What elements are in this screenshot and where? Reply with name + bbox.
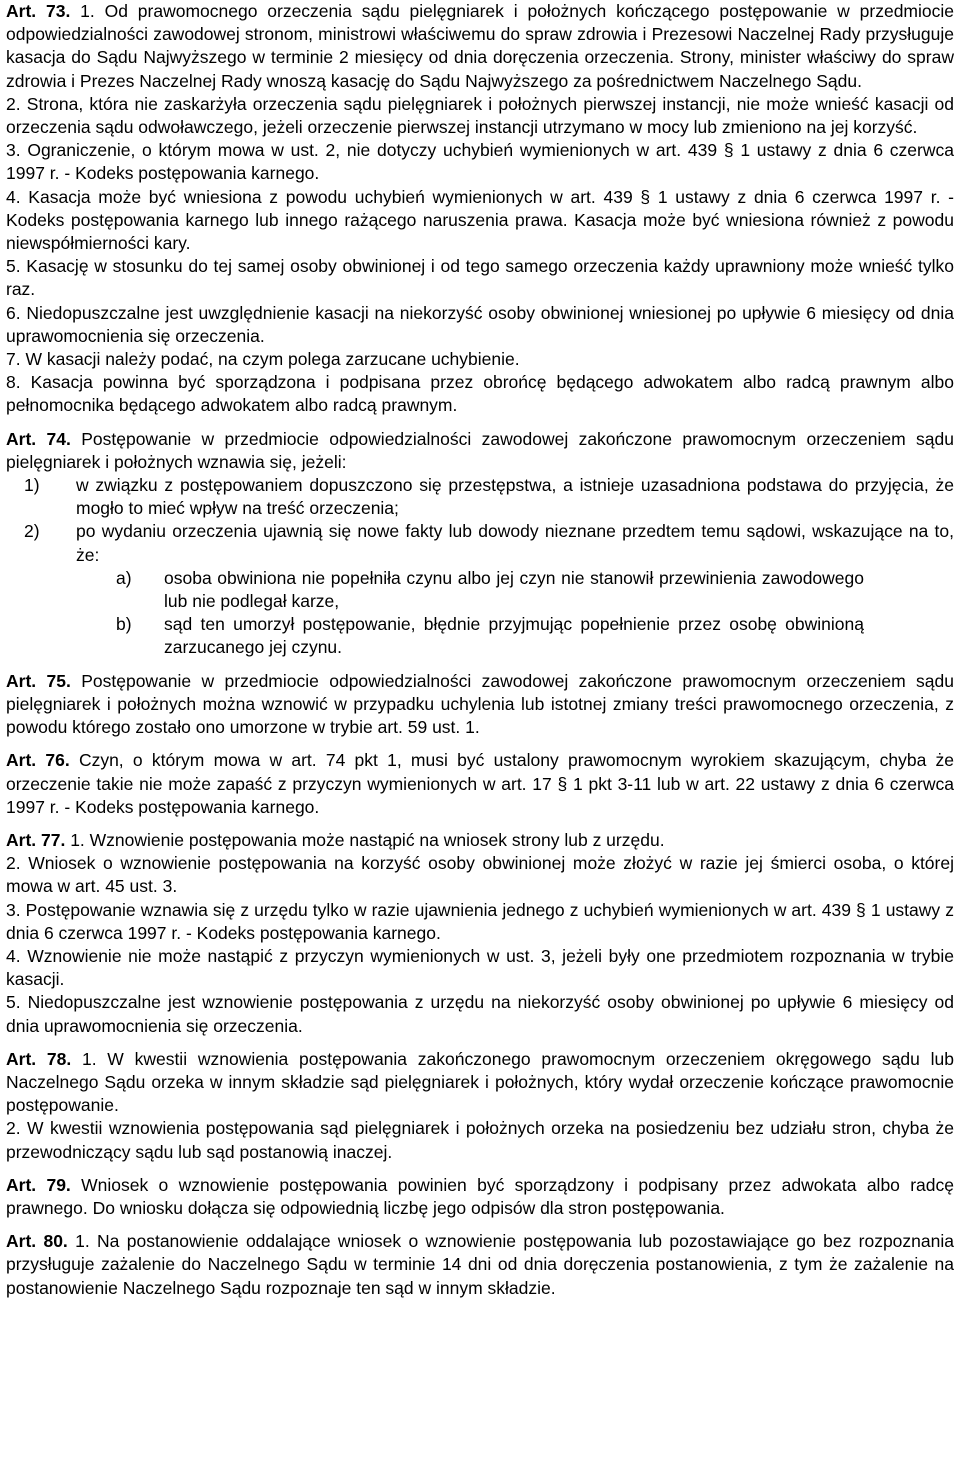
- article-80-title: Art. 80.: [6, 1231, 68, 1252]
- article-74-item-2-text: po wydaniu orzeczenia ujawnią się nowe fakty lub dowody nieznane przedtem temu sądowi, wskazujące na to, że:: [76, 521, 954, 565]
- article-74-subitem-a: [6, 567, 954, 613]
- article-77-title: Art. 77.: [6, 829, 66, 850]
- article-74-subitem-a-label: a): [116, 567, 132, 588]
- article-78-paragraph-2: 2. W kwestii wznowienia postępowania sąd pielęgniarek i położnych orzeka na posiedzeniu bez udziału stron, chyba że przewodniczący sądu lub sąd postanowią inaczej.: [6, 1118, 954, 1162]
- article-79: [6, 1174, 954, 1220]
- article-74-item-1: [6, 474, 954, 520]
- article-78-text-1: 1. W kwestii wznowienia postępowania zakończonego prawomocnym orzeczeniem okręgowego sądu lub Naczelnego Sądu orzeka w innym składzie sąd pielęgniarek i położnych, który wydał orzeczenie kończące prawomocnie postępowanie.: [6, 1048, 954, 1116]
- article-73-paragraph-5: 5. Kasację w stosunku do tej samej osoby obwinionej i od tego samego orzeczenia każdy uprawniony może wnieść tylko raz.: [6, 256, 954, 300]
- article-78-paragraph-1: [6, 1048, 954, 1118]
- article-76-text: Czyn, o którym mowa w art. 74 pkt 1, musi być ustalony prawomocnym wyrokiem skazującym, chyba że orzeczenie takie nie może zapaść z przyczyn wymienionych w art. 17 § 1 pkt 3-11 lub w art. 22 ustawy z dnia 6 czerwca 1997 r. - Kodeks postępowania karnego.: [6, 750, 955, 817]
- article-73-paragraph-8: 8. Kasacja powinna być sporządzona i podpisana przez obrońcę będącego adwokatem albo radcą prawnym albo pełnomocnika będącego adwokatem albo radcą prawnym.: [6, 372, 954, 416]
- article-79-text: Wniosek o wznowienie postępowania powinien być sporządzony i podpisany przez adwokata albo radcę prawnego. Do wniosku dołącza się odpowiednią liczbę jego odpisów dla stron postępowania.: [6, 1174, 955, 1218]
- article-79-title: Art. 79.: [6, 1174, 71, 1195]
- article-80-paragraph-1: [6, 1230, 954, 1300]
- article-74-item-2: [6, 520, 954, 566]
- article-74-item-1-text: w związku z postępowaniem dopuszczono się przestępstwa, a istnieje uzasadniona podstawa do przyjęcia, że mogło to mieć wpływ na treść orzeczenia;: [76, 475, 954, 519]
- article-80: [6, 1230, 954, 1300]
- article-74-intro: Postępowanie w przedmiocie odpowiedzialności zawodowej zakończone prawomocnym orzeczeniem sądu pielęgniarek i położnych wznawia się, jeżeli:: [6, 428, 955, 472]
- article-75: [6, 670, 954, 740]
- article-74-intro-paragraph: [6, 428, 954, 474]
- article-73-title: Art. 73.: [6, 1, 71, 21]
- article-73-paragraph-7: 7. W kasacji należy podać, na czym polega zarzucane uchybienie.: [6, 349, 520, 370]
- article-75-text: Postępowanie w przedmiocie odpowiedzialności zawodowej zakończone prawomocnym orzeczeniem sądu pielęgniarek i położnych można wznowić w przypadku uchylenia lub istotnej zmiany treści prawomocnego orzeczenia, z powodu którego zostało ono umorzone w trybie art. 59 ust. 1.: [6, 670, 955, 738]
- article-74-item-2-label: 2): [24, 521, 40, 542]
- article-80-text-1: 1. Na postanowienie oddalające wniosek o wznowienie postępowania lub pozostawiające go bez rozpoznania przysługuje zażalenie do Naczelnego Sądu w terminie 14 dni od dnia doręczenia postanowienia, z tym że zażalenie na postanowienie Naczelnego Sądu rozpoznaje ten sąd w innym składzie.: [6, 1231, 954, 1298]
- article-74-subitem-b-text: sąd ten umorzył postępowanie, błędnie przyjmując popełnienie przez osobę obwinioną zarzucanego jej czynu.: [164, 614, 864, 658]
- article-75-paragraph: [6, 670, 954, 740]
- article-77-paragraph-2: 2. Wniosek o wznowienie postępowania na korzyść osoby obwinionej może złożyć w razie jej śmierci osoba, o której mowa w art. 45 ust. 3.: [6, 853, 954, 897]
- article-73-paragraph-2: 2. Strona, która nie zaskarżyła orzeczenia sądu pielęgniarek i położnych pierwszej instancji, nie może wnieść kasacji od orzeczenia sądu odwoławczego, jeżeli orzeczenie pierwszej instancji utrzymano w mocy lub zmieniono na jej korzyść.: [6, 93, 954, 138]
- article-73-paragraph-3: 3. Ograniczenie, o którym mowa w ust. 2, nie dotyczy uchybień wymienionych w art. 439 § 1 ustawy z dnia 6 czerwca 1997 r. - Kodeks postępowania karnego.: [6, 140, 954, 184]
- article-73-paragraph-6: 6. Niedopuszczalne jest uwzględnienie kasacji na niekorzyść osoby obwinionej wniesionej po upływie 6 miesięcy od dnia uprawomocnienia się orzeczenia.: [6, 302, 954, 346]
- article-77-paragraph-1: [6, 829, 954, 852]
- article-75-title: Art. 75.: [6, 670, 71, 691]
- article-77: [6, 829, 954, 1038]
- article-74-subitem-a-text: osoba obwiniona nie popełniła czynu albo jej czyn nie stanowił przewinienia zawodowego lub nie podlegał karze,: [164, 567, 864, 612]
- article-77-text-1: 1. Wznowienie postępowania może nastąpić na wniosek strony lub z urzędu.: [70, 829, 665, 850]
- article-78-title: Art. 78.: [6, 1048, 72, 1069]
- article-74-list: [6, 474, 954, 660]
- article-77-paragraph-3: 3. Postępowanie wznawia się z urzędu tylko w razie ujawnienia jednego z uchybień wymienionych w art. 439 § 1 ustawy z dnia 6 czerwca 1997 r. - Kodeks postępowania karnego.: [6, 899, 954, 943]
- article-74-title: Art. 74.: [6, 428, 71, 449]
- article-74-subitem-b-label: b): [116, 614, 132, 635]
- article-73-text-1: 1. Od prawomocnego orzeczenia sądu pielęgniarek i położnych kończącego postępowanie w przedmiocie odpowiedzialności zawodowej stronom, ministrowi właściwemu do spraw zdrowia i Prezesowi Naczelnej Rady przysługuje kasacja do Sądu Najwyższego w terminie 2 miesięcy od dnia doręczenia orzeczenia. Strony, minister właściwy do spraw zdrowia i Prezes Naczelnej Rady wnoszą kasację do Sądu Najwyższego za pośrednictwem Naczelnego Sądu.: [6, 1, 954, 91]
- article-76: [6, 749, 954, 819]
- article-74: [6, 428, 954, 660]
- article-73-paragraph-1: [6, 0, 954, 93]
- article-74-subitem-b: [6, 613, 954, 659]
- article-73: [6, 0, 954, 418]
- article-77-paragraph-4: 4. Wznowienie nie może nastąpić z przyczyn wymienionych w ust. 3, jeżeli były one przedmiotem rozpoznania w trybie kasacji.: [6, 945, 954, 990]
- article-76-title: Art. 76.: [6, 750, 70, 771]
- article-79-paragraph: [6, 1174, 954, 1220]
- article-76-paragraph: [6, 749, 954, 819]
- article-73-paragraph-4: 4. Kasacja może być wniesiona z powodu uchybień wymienionych w art. 439 § 1 ustawy z dnia 6 czerwca 1997 r. - Kodeks postępowania karnego lub innego rażącego naruszenia prawa. Kasacja może być wniesiona również z powodu niewspółmierności kary.: [6, 186, 954, 254]
- article-77-paragraph-5: 5. Niedopuszczalne jest wznowienie postępowania z urzędu na niekorzyść osoby obwinionej po upływie 6 miesięcy od dnia uprawomocnienia się orzeczenia.: [6, 992, 954, 1036]
- article-78: [6, 1048, 954, 1164]
- article-74-item-1-label: 1): [24, 475, 40, 496]
